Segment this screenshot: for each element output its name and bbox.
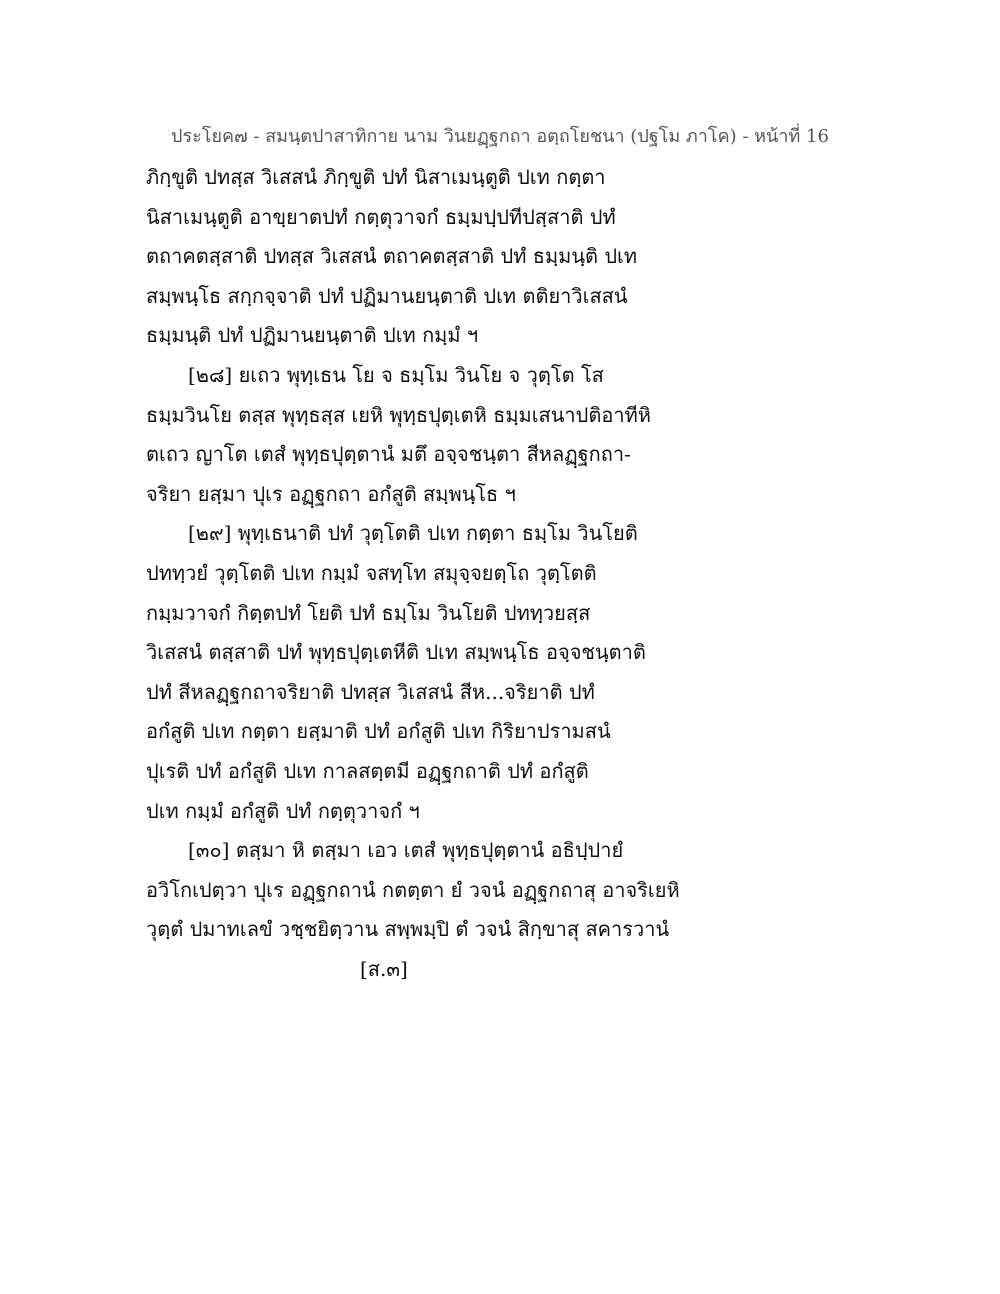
- text-line: ปททฺวยํ วุตฺโตติ ปเท กมฺมํ จสทฺโท สมุจฺจยตฺโถ วุตฺโตติ: [146, 560, 597, 585]
- paragraph-start-line: [๒๘] ยเถว พุทฺเธน โย จ ธมฺโม วินโย จ วุตฺโต โส: [188, 362, 604, 387]
- text-line: อกํสูติ ปเท กตฺตา ยสฺมาติ ปทํ อกํสูติ ปเท กิริยาปรามสนํ: [146, 719, 611, 744]
- text-line: วุตฺตํ ปมาทเลขํ วชฺชยิตฺวาน สพฺพมฺปิ ตํ วจนํ สิกฺขาสุ สคารวานํ: [146, 917, 670, 942]
- text-line: กมฺมวาจกํ กิตฺตปทํ โยติ ปทํ ธมฺโม วินโยติ ปททฺวยสฺส: [146, 600, 591, 625]
- text-line: ปุเรติ ปทํ อกํสูติ ปเท กาลสตฺตมี อฏฺฐกถาติ ปทํ อกํสูติ: [146, 758, 589, 783]
- text-line: ภิกฺขูติ ปทสฺส วิเสสนํ ภิกฺขูติ ปทํ นิสาเมนฺตูติ ปเท กตฺตา: [146, 165, 606, 189]
- text-line: ธมฺมนฺติ ปทํ ปฏิมานยนฺตาติ ปเท กมฺมํ ฯ: [146, 323, 479, 348]
- text-line: สมฺพนฺโธ สกฺกจฺจาติ ปทํ ปฏิมานยนฺตาติ ปเท ตติยาวิเสสนํ: [146, 283, 628, 308]
- body-text: [146, 158, 866, 950]
- text-line: นิสาเมนฺตูติ อาขฺยาตปทํ กตฺตุวาจกํ ธมฺมปฺปทีปสฺสาติ ปทํ: [146, 204, 616, 229]
- text-line: ธมฺมวินโย ตสฺส พุทฺธสฺส เยหิ พุทฺธปุตฺเตหิ ธมฺมเสนาปติอาทีหิ: [146, 402, 651, 427]
- page-header: ประโยค๗ - สมนฺตปาสาทิกาย นาม วินยฏฺฐกถา อตฺถโยชนา (ปฐโม ภาโค) - หน้าที่ 16: [171, 126, 829, 147]
- text-line: ปทํ สีหลฏฺฐกถาจริยาติ ปทสฺส วิเสสนํ สีห...จริยาติ ปทํ: [146, 679, 595, 704]
- text-line: ตถาคตสฺสาติ ปทสฺส วิเสสนํ ตถาคตสฺสาติ ปทํ ธมฺมนฺติ ปเท: [146, 244, 638, 269]
- text-line: ปเท กมฺมํ อกํสูติ ปทํ กตฺตุวาจกํ ฯ: [146, 798, 420, 823]
- text-line: ตเถว ญาโต เตสํ พุทฺธปุตฺตานํ มตึ อจฺจชนฺตา สีหลฏฺฐกถา-: [146, 442, 631, 467]
- paragraph-start-line: [๓๐] ตสฺมา หิ ตสฺมา เอว เตสํ พุทฺธปุตฺตานํ อธิปฺปายํ: [188, 838, 624, 863]
- text-line: อวิโกเปตฺวา ปุเร อฏฺฐกถานํ กตตฺตา ยํ วจนํ อฏฺฐกถาสุ อาจริเยหิ: [146, 877, 680, 902]
- page-footer-signature: [ส.๓]: [360, 957, 408, 981]
- text-line: จริยา ยสฺมา ปุเร อฏฺฐกถา อกํสูติ สมฺพนฺโธ ฯ: [146, 481, 516, 506]
- text-line: วิเสสนํ ตสฺสาติ ปทํ พุทฺธปุตฺเตหีติ ปเท สมฺพนฺโธ อจฺจชนฺตาติ: [146, 640, 646, 665]
- paragraph-start-line: [๒๙] พุทฺเธนาติ ปทํ วุตฺโตติ ปเท กตฺตา ธมฺโม วินโยติ: [188, 521, 638, 546]
